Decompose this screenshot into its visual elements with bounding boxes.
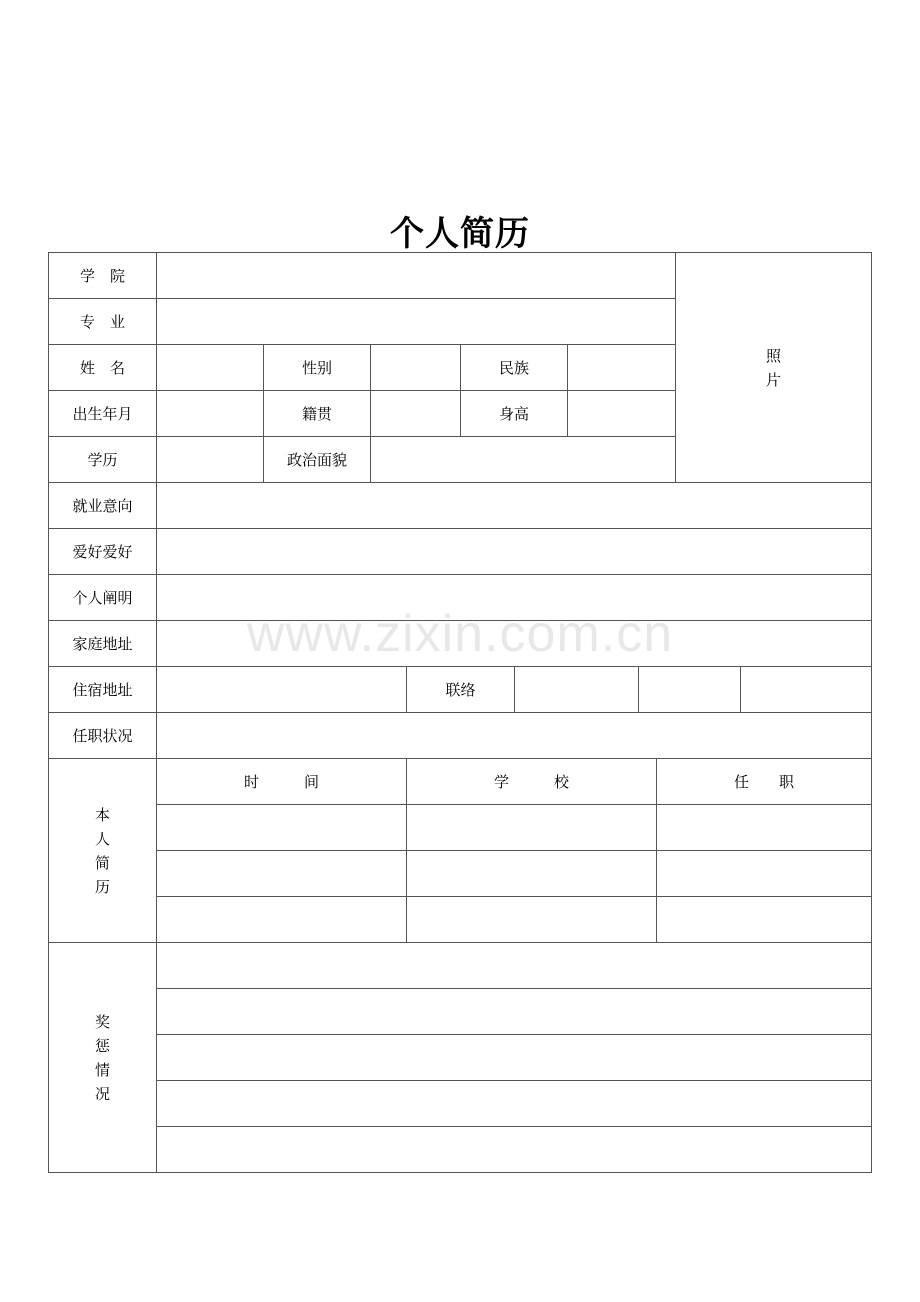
resume-header-time: 时 间	[156, 758, 407, 805]
field-home-address[interactable]	[156, 620, 872, 667]
resume-row-2-position[interactable]	[656, 850, 872, 897]
resume-row-3-time[interactable]	[156, 896, 407, 943]
field-contact-3[interactable]	[740, 666, 872, 713]
photo-label-line2: 片	[765, 370, 781, 389]
field-native-place[interactable]	[370, 390, 461, 437]
label-major: 专 业	[48, 298, 157, 345]
field-personal-statement[interactable]	[156, 574, 872, 621]
label-height: 身高	[460, 390, 568, 437]
field-contact-1[interactable]	[514, 666, 639, 713]
label-name: 姓 名	[48, 344, 157, 391]
resume-row-2-time[interactable]	[156, 850, 407, 897]
field-major[interactable]	[156, 298, 676, 345]
field-contact-2[interactable]	[638, 666, 741, 713]
page-title: 个人简历	[390, 214, 530, 254]
label-dorm-address: 住宿地址	[48, 666, 157, 713]
label-personal-statement: 个人阐明	[48, 574, 157, 621]
resume-header-school: 学 校	[406, 758, 657, 805]
field-birth-date[interactable]	[156, 390, 264, 437]
label-native-place: 籍贯	[263, 390, 371, 437]
resume-row-3-position[interactable]	[656, 896, 872, 943]
label-job-intention: 就业意向	[48, 482, 157, 529]
resume-row-1-position[interactable]	[656, 804, 872, 851]
resume-header-position: 任 职	[656, 758, 872, 805]
field-gender[interactable]	[370, 344, 461, 391]
awards-row-3[interactable]	[156, 1034, 872, 1081]
label-ethnicity: 民族	[460, 344, 568, 391]
label-home-address: 家庭地址	[48, 620, 157, 667]
resume-label-char: 简	[94, 853, 110, 872]
awards-label-char: 惩	[94, 1036, 110, 1055]
awards-label-char: 情	[94, 1060, 110, 1079]
label-hobbies: 爱好爱好	[48, 528, 157, 575]
awards-label-char: 奖	[94, 1012, 110, 1031]
awards-label-char: 况	[94, 1084, 110, 1103]
field-name[interactable]	[156, 344, 264, 391]
label-contact: 联络	[406, 666, 515, 713]
field-dorm-address[interactable]	[156, 666, 407, 713]
field-education[interactable]	[156, 436, 264, 483]
photo-label-line1: 照	[765, 346, 781, 365]
label-education: 学历	[48, 436, 157, 483]
resume-row-2-school[interactable]	[406, 850, 657, 897]
watermark: www.zixin.com.cn	[246, 605, 674, 663]
label-birth-date: 出生年月	[48, 390, 157, 437]
resume-row-1-school[interactable]	[406, 804, 657, 851]
photo-box[interactable]	[675, 252, 872, 483]
label-position-status: 任职状况	[48, 712, 157, 759]
resume-row-1-time[interactable]	[156, 804, 407, 851]
field-political-status[interactable]	[370, 436, 676, 483]
resume-label-char: 历	[94, 877, 110, 896]
resume-label-char: 本	[94, 805, 110, 824]
field-height[interactable]	[567, 390, 676, 437]
resume-row-3-school[interactable]	[406, 896, 657, 943]
field-college[interactable]	[156, 252, 676, 299]
awards-section-label	[48, 942, 157, 1173]
field-ethnicity[interactable]	[567, 344, 676, 391]
awards-row-2[interactable]	[156, 988, 872, 1035]
awards-row-1[interactable]	[156, 942, 872, 989]
resume-section-label	[48, 758, 157, 943]
awards-row-5[interactable]	[156, 1126, 872, 1173]
resume-label-char: 人	[94, 829, 110, 848]
field-hobbies[interactable]	[156, 528, 872, 575]
label-college: 学 院	[48, 252, 157, 299]
field-job-intention[interactable]	[156, 482, 872, 529]
label-gender: 性别	[263, 344, 371, 391]
field-position-status[interactable]	[156, 712, 872, 759]
label-political-status: 政治面貌	[263, 436, 371, 483]
awards-row-4[interactable]	[156, 1080, 872, 1127]
